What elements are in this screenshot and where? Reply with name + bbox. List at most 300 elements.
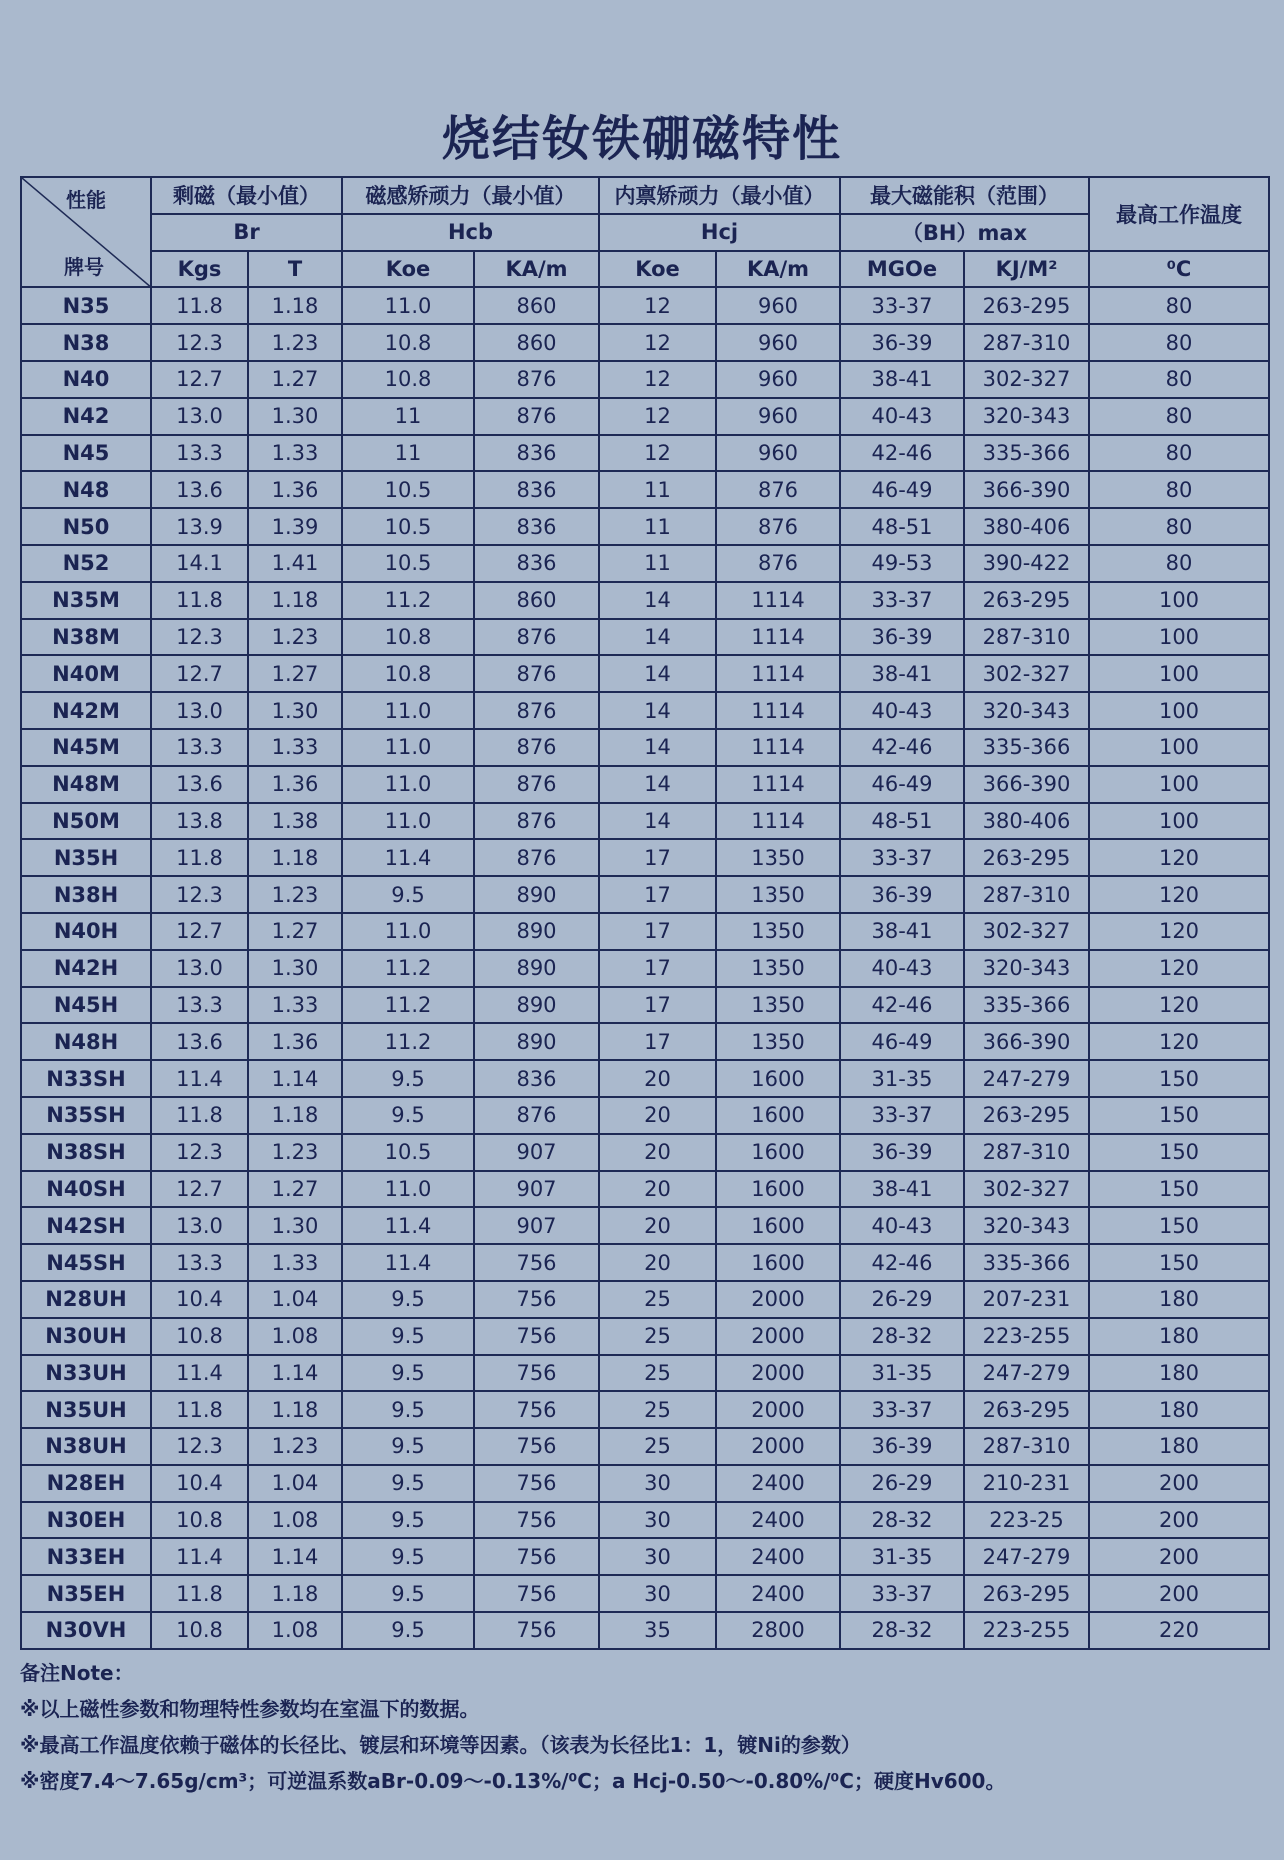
- value-cell: 263-295: [964, 582, 1089, 619]
- table-row: [21, 1134, 1269, 1171]
- value-cell: 80: [1089, 471, 1269, 508]
- grade-cell: N45SH: [21, 1244, 151, 1281]
- value-cell: 40-43: [840, 1207, 964, 1244]
- value-cell: 320-343: [964, 692, 1089, 729]
- value-cell: 11.2: [342, 950, 474, 987]
- table-row: [21, 1538, 1269, 1575]
- value-cell: 1600: [716, 1060, 840, 1097]
- value-cell: 1.14: [248, 1355, 342, 1392]
- value-cell: 10.8: [151, 1502, 248, 1539]
- table-row: [21, 729, 1269, 766]
- header-hcb-symbol: Hcb: [342, 214, 599, 251]
- value-cell: 1350: [716, 876, 840, 913]
- value-cell: 9.5: [342, 876, 474, 913]
- value-cell: 1.14: [248, 1538, 342, 1575]
- grade-cell: N40H: [21, 913, 151, 950]
- value-cell: 860: [474, 324, 599, 361]
- value-cell: 1.38: [248, 803, 342, 840]
- value-cell: 1.18: [248, 287, 342, 324]
- value-cell: 38-41: [840, 361, 964, 398]
- value-cell: 756: [474, 1428, 599, 1465]
- value-cell: 876: [716, 508, 840, 545]
- notes-heading: 备注Note：: [20, 1661, 134, 1685]
- value-cell: 80: [1089, 435, 1269, 472]
- value-cell: 11.0: [342, 913, 474, 950]
- table-row: [21, 1355, 1269, 1392]
- value-cell: 180: [1089, 1391, 1269, 1428]
- value-cell: 1.41: [248, 545, 342, 582]
- value-cell: 320-343: [964, 398, 1089, 435]
- value-cell: 1.04: [248, 1281, 342, 1318]
- value-cell: 180: [1089, 1428, 1269, 1465]
- table-row: [21, 1097, 1269, 1134]
- value-cell: 263-295: [964, 1391, 1089, 1428]
- value-cell: 1.33: [248, 1244, 342, 1281]
- value-cell: 80: [1089, 287, 1269, 324]
- grade-cell: N45H: [21, 987, 151, 1024]
- value-cell: 1.33: [248, 435, 342, 472]
- grade-cell: N40SH: [21, 1171, 151, 1208]
- value-cell: 10.5: [342, 508, 474, 545]
- value-cell: 10.8: [151, 1318, 248, 1355]
- table-row: [21, 287, 1269, 324]
- table-row: [21, 1318, 1269, 1355]
- value-cell: 1.27: [248, 655, 342, 692]
- value-cell: 10.8: [342, 361, 474, 398]
- value-cell: 1.18: [248, 1575, 342, 1612]
- value-cell: 366-390: [964, 471, 1089, 508]
- value-cell: 302-327: [964, 361, 1089, 398]
- value-cell: 11.0: [342, 287, 474, 324]
- value-cell: 10.4: [151, 1465, 248, 1502]
- value-cell: 1350: [716, 913, 840, 950]
- value-cell: 1600: [716, 1171, 840, 1208]
- value-cell: 1.18: [248, 1097, 342, 1134]
- value-cell: 2400: [716, 1502, 840, 1539]
- table-row: [21, 766, 1269, 803]
- value-cell: 1.18: [248, 1391, 342, 1428]
- value-cell: 46-49: [840, 766, 964, 803]
- value-cell: 180: [1089, 1355, 1269, 1392]
- value-cell: 10.5: [342, 1134, 474, 1171]
- value-cell: 890: [474, 950, 599, 987]
- unit-bh-mgoe: MGOe: [840, 251, 964, 288]
- value-cell: 1350: [716, 839, 840, 876]
- unit-hcb-koe: Koe: [342, 251, 474, 288]
- unit-br-kgs: Kgs: [151, 251, 248, 288]
- value-cell: 2000: [716, 1355, 840, 1392]
- value-cell: 13.6: [151, 766, 248, 803]
- value-cell: 320-343: [964, 950, 1089, 987]
- value-cell: 38-41: [840, 913, 964, 950]
- value-cell: 10.8: [342, 655, 474, 692]
- value-cell: 876: [474, 729, 599, 766]
- value-cell: 860: [474, 287, 599, 324]
- grade-cell: N38UH: [21, 1428, 151, 1465]
- value-cell: 13.8: [151, 803, 248, 840]
- value-cell: 20: [599, 1097, 716, 1134]
- value-cell: 287-310: [964, 619, 1089, 656]
- value-cell: 42-46: [840, 435, 964, 472]
- value-cell: 33-37: [840, 582, 964, 619]
- grade-cell: N38SH: [21, 1134, 151, 1171]
- value-cell: 14: [599, 619, 716, 656]
- value-cell: 876: [474, 1097, 599, 1134]
- value-cell: 1.08: [248, 1502, 342, 1539]
- value-cell: 1.30: [248, 398, 342, 435]
- value-cell: 1.18: [248, 582, 342, 619]
- value-cell: 33-37: [840, 287, 964, 324]
- header-grade-label: 牌号: [64, 255, 104, 280]
- value-cell: 11.8: [151, 839, 248, 876]
- header-bh-group: 最大磁能积（范围）: [840, 177, 1089, 214]
- value-cell: 13.0: [151, 398, 248, 435]
- value-cell: 40-43: [840, 950, 964, 987]
- table-row: [21, 692, 1269, 729]
- value-cell: 1.14: [248, 1060, 342, 1097]
- value-cell: 12.3: [151, 324, 248, 361]
- value-cell: 200: [1089, 1538, 1269, 1575]
- value-cell: 1600: [716, 1244, 840, 1281]
- value-cell: 1600: [716, 1134, 840, 1171]
- value-cell: 380-406: [964, 508, 1089, 545]
- table-row: [21, 1465, 1269, 1502]
- value-cell: 876: [474, 655, 599, 692]
- note-line: ※密度7.4～7.65g/cm³；可逆温系数aBr-0.09～-0.13%/⁰C；a Hcj-0.50～-0.80%/⁰C；硬度Hv600。: [20, 1769, 1006, 1793]
- value-cell: 960: [716, 435, 840, 472]
- value-cell: 9.5: [342, 1538, 474, 1575]
- value-cell: 756: [474, 1465, 599, 1502]
- grade-cell: N48H: [21, 1023, 151, 1060]
- value-cell: 287-310: [964, 1134, 1089, 1171]
- header-corner: [21, 177, 151, 287]
- unit-hcj-koe: Koe: [599, 251, 716, 288]
- grade-cell: N35SH: [21, 1097, 151, 1134]
- value-cell: 223-25: [964, 1502, 1089, 1539]
- value-cell: 120: [1089, 987, 1269, 1024]
- value-cell: 11.4: [151, 1355, 248, 1392]
- value-cell: 17: [599, 839, 716, 876]
- value-cell: 907: [474, 1134, 599, 1171]
- value-cell: 1114: [716, 582, 840, 619]
- value-cell: 12.7: [151, 913, 248, 950]
- value-cell: 100: [1089, 692, 1269, 729]
- value-cell: 2000: [716, 1428, 840, 1465]
- value-cell: 31-35: [840, 1355, 964, 1392]
- value-cell: 11.2: [342, 987, 474, 1024]
- value-cell: 12.7: [151, 361, 248, 398]
- page-title: 烧结钕铁硼磁特性: [441, 111, 842, 167]
- grade-cell: N42: [21, 398, 151, 435]
- value-cell: 263-295: [964, 839, 1089, 876]
- grade-cell: N38H: [21, 876, 151, 913]
- value-cell: 11.8: [151, 1097, 248, 1134]
- value-cell: 13.0: [151, 1207, 248, 1244]
- value-cell: 150: [1089, 1171, 1269, 1208]
- value-cell: 1114: [716, 803, 840, 840]
- value-cell: 876: [474, 398, 599, 435]
- value-cell: 1.33: [248, 987, 342, 1024]
- value-cell: 1.30: [248, 692, 342, 729]
- value-cell: 31-35: [840, 1538, 964, 1575]
- value-cell: 1.36: [248, 471, 342, 508]
- value-cell: 12: [599, 287, 716, 324]
- value-cell: 247-279: [964, 1355, 1089, 1392]
- value-cell: 13.6: [151, 471, 248, 508]
- value-cell: 1.30: [248, 1207, 342, 1244]
- value-cell: 335-366: [964, 987, 1089, 1024]
- value-cell: 11: [342, 398, 474, 435]
- value-cell: 28-32: [840, 1612, 964, 1649]
- value-cell: 320-343: [964, 1207, 1089, 1244]
- table-row: [21, 398, 1269, 435]
- value-cell: 11.8: [151, 1391, 248, 1428]
- value-cell: 1600: [716, 1097, 840, 1134]
- value-cell: 17: [599, 876, 716, 913]
- value-cell: 12: [599, 398, 716, 435]
- value-cell: 17: [599, 950, 716, 987]
- value-cell: 1350: [716, 950, 840, 987]
- value-cell: 9.5: [342, 1355, 474, 1392]
- value-cell: 890: [474, 913, 599, 950]
- grade-cell: N35EH: [21, 1575, 151, 1612]
- value-cell: 80: [1089, 545, 1269, 582]
- value-cell: 756: [474, 1244, 599, 1281]
- grade-cell: N35: [21, 287, 151, 324]
- value-cell: 223-255: [964, 1612, 1089, 1649]
- value-cell: 200: [1089, 1502, 1269, 1539]
- value-cell: 13.6: [151, 1023, 248, 1060]
- value-cell: 12: [599, 324, 716, 361]
- value-cell: 836: [474, 1060, 599, 1097]
- value-cell: 11.4: [151, 1060, 248, 1097]
- table-row: [21, 1281, 1269, 1318]
- value-cell: 220: [1089, 1612, 1269, 1649]
- value-cell: 46-49: [840, 471, 964, 508]
- value-cell: 200: [1089, 1575, 1269, 1612]
- grade-cell: N48M: [21, 766, 151, 803]
- grade-cell: N50M: [21, 803, 151, 840]
- value-cell: 38-41: [840, 1171, 964, 1208]
- value-cell: 36-39: [840, 876, 964, 913]
- value-cell: 11.4: [151, 1538, 248, 1575]
- value-cell: 9.5: [342, 1465, 474, 1502]
- value-cell: 11.4: [342, 1244, 474, 1281]
- table-row: [21, 913, 1269, 950]
- value-cell: 150: [1089, 1060, 1269, 1097]
- header-hcb-group: 磁感矫顽力（最小值）: [342, 177, 599, 214]
- value-cell: 860: [474, 582, 599, 619]
- value-cell: 380-406: [964, 803, 1089, 840]
- value-cell: 876: [716, 471, 840, 508]
- table-row: [21, 1171, 1269, 1208]
- value-cell: 9.5: [342, 1428, 474, 1465]
- table-row: [21, 1575, 1269, 1612]
- value-cell: 14: [599, 729, 716, 766]
- value-cell: 42-46: [840, 729, 964, 766]
- value-cell: 836: [474, 508, 599, 545]
- value-cell: 30: [599, 1465, 716, 1502]
- value-cell: 1114: [716, 729, 840, 766]
- value-cell: 11: [599, 508, 716, 545]
- value-cell: 2400: [716, 1575, 840, 1612]
- value-cell: 1.04: [248, 1465, 342, 1502]
- value-cell: 11.0: [342, 766, 474, 803]
- value-cell: 9.5: [342, 1612, 474, 1649]
- grade-cell: N50: [21, 508, 151, 545]
- value-cell: 12: [599, 435, 716, 472]
- value-cell: 17: [599, 1023, 716, 1060]
- value-cell: 120: [1089, 950, 1269, 987]
- value-cell: 9.5: [342, 1318, 474, 1355]
- unit-bh-kjm: KJ/M²: [964, 251, 1089, 288]
- value-cell: 335-366: [964, 435, 1089, 472]
- value-cell: 960: [716, 287, 840, 324]
- value-cell: 263-295: [964, 287, 1089, 324]
- grade-cell: N42SH: [21, 1207, 151, 1244]
- value-cell: 756: [474, 1355, 599, 1392]
- value-cell: 302-327: [964, 913, 1089, 950]
- table-row: [21, 545, 1269, 582]
- grade-cell: N28UH: [21, 1281, 151, 1318]
- value-cell: 287-310: [964, 1428, 1089, 1465]
- value-cell: 836: [474, 435, 599, 472]
- grade-cell: N52: [21, 545, 151, 582]
- grade-cell: N38M: [21, 619, 151, 656]
- grade-cell: N38: [21, 324, 151, 361]
- unit-temp-c: ⁰C: [1089, 251, 1269, 288]
- value-cell: 11: [342, 435, 474, 472]
- header-temp-group: 最高工作温度: [1089, 177, 1269, 251]
- table-row: [21, 361, 1269, 398]
- value-cell: 10.8: [342, 324, 474, 361]
- table-row: [21, 1244, 1269, 1281]
- value-cell: 876: [474, 839, 599, 876]
- value-cell: 42-46: [840, 1244, 964, 1281]
- table-row: [21, 471, 1269, 508]
- value-cell: 150: [1089, 1207, 1269, 1244]
- value-cell: 11.0: [342, 1171, 474, 1208]
- value-cell: 150: [1089, 1097, 1269, 1134]
- value-cell: 14: [599, 766, 716, 803]
- value-cell: 38-41: [840, 655, 964, 692]
- value-cell: 13.3: [151, 987, 248, 1024]
- value-cell: 13.3: [151, 435, 248, 472]
- value-cell: 36-39: [840, 619, 964, 656]
- value-cell: 30: [599, 1575, 716, 1612]
- value-cell: 20: [599, 1171, 716, 1208]
- value-cell: 9.5: [342, 1060, 474, 1097]
- value-cell: 200: [1089, 1465, 1269, 1502]
- value-cell: 876: [474, 692, 599, 729]
- table-row: [21, 582, 1269, 619]
- value-cell: 14.1: [151, 545, 248, 582]
- value-cell: 17: [599, 987, 716, 1024]
- grade-cell: N40M: [21, 655, 151, 692]
- unit-hcb-kam: KA/m: [474, 251, 599, 288]
- value-cell: 31-35: [840, 1060, 964, 1097]
- value-cell: 13.3: [151, 1244, 248, 1281]
- value-cell: 1.27: [248, 913, 342, 950]
- value-cell: 80: [1089, 324, 1269, 361]
- value-cell: 80: [1089, 398, 1269, 435]
- value-cell: 11.0: [342, 729, 474, 766]
- notes-section: [20, 1655, 1268, 1799]
- value-cell: 876: [474, 803, 599, 840]
- value-cell: 120: [1089, 876, 1269, 913]
- value-cell: 11: [599, 545, 716, 582]
- value-cell: 876: [716, 545, 840, 582]
- value-cell: 2800: [716, 1612, 840, 1649]
- value-cell: 25: [599, 1391, 716, 1428]
- table-header: [21, 177, 1269, 287]
- value-cell: 247-279: [964, 1538, 1089, 1575]
- value-cell: 1600: [716, 1207, 840, 1244]
- value-cell: 25: [599, 1428, 716, 1465]
- grade-cell: N42H: [21, 950, 151, 987]
- value-cell: 1.23: [248, 324, 342, 361]
- value-cell: 1.23: [248, 1134, 342, 1171]
- table-row: [21, 1060, 1269, 1097]
- value-cell: 36-39: [840, 1134, 964, 1171]
- value-cell: 9.5: [342, 1097, 474, 1134]
- value-cell: 80: [1089, 361, 1269, 398]
- value-cell: 1.23: [248, 619, 342, 656]
- table-row: [21, 1502, 1269, 1539]
- value-cell: 756: [474, 1281, 599, 1318]
- value-cell: 150: [1089, 1134, 1269, 1171]
- value-cell: 26-29: [840, 1465, 964, 1502]
- grade-cell: N35UH: [21, 1391, 151, 1428]
- magnet-properties-table: [20, 176, 1270, 1650]
- value-cell: 2400: [716, 1465, 840, 1502]
- value-cell: 14: [599, 803, 716, 840]
- value-cell: 836: [474, 545, 599, 582]
- value-cell: 263-295: [964, 1097, 1089, 1134]
- table-row: [21, 987, 1269, 1024]
- value-cell: 12.7: [151, 655, 248, 692]
- value-cell: 11.0: [342, 692, 474, 729]
- header-property-label: 性能: [66, 188, 106, 212]
- value-cell: 100: [1089, 729, 1269, 766]
- header-bh-symbol: （BH）max: [840, 214, 1089, 251]
- value-cell: 36-39: [840, 324, 964, 361]
- value-cell: 1.30: [248, 950, 342, 987]
- value-cell: 14: [599, 655, 716, 692]
- value-cell: 890: [474, 987, 599, 1024]
- value-cell: 13.9: [151, 508, 248, 545]
- value-cell: 12.3: [151, 1428, 248, 1465]
- value-cell: 1350: [716, 987, 840, 1024]
- grade-cell: N33EH: [21, 1538, 151, 1575]
- value-cell: 100: [1089, 766, 1269, 803]
- value-cell: 390-422: [964, 545, 1089, 582]
- value-cell: 335-366: [964, 1244, 1089, 1281]
- value-cell: 14: [599, 582, 716, 619]
- value-cell: 46-49: [840, 1023, 964, 1060]
- value-cell: 14: [599, 692, 716, 729]
- value-cell: 48-51: [840, 508, 964, 545]
- value-cell: 28-32: [840, 1502, 964, 1539]
- header-hcj-symbol: Hcj: [599, 214, 840, 251]
- value-cell: 33-37: [840, 1575, 964, 1612]
- table-row: [21, 876, 1269, 913]
- value-cell: 120: [1089, 913, 1269, 950]
- value-cell: 1.36: [248, 766, 342, 803]
- table-body: [21, 287, 1269, 1648]
- value-cell: 36-39: [840, 1428, 964, 1465]
- value-cell: 890: [474, 1023, 599, 1060]
